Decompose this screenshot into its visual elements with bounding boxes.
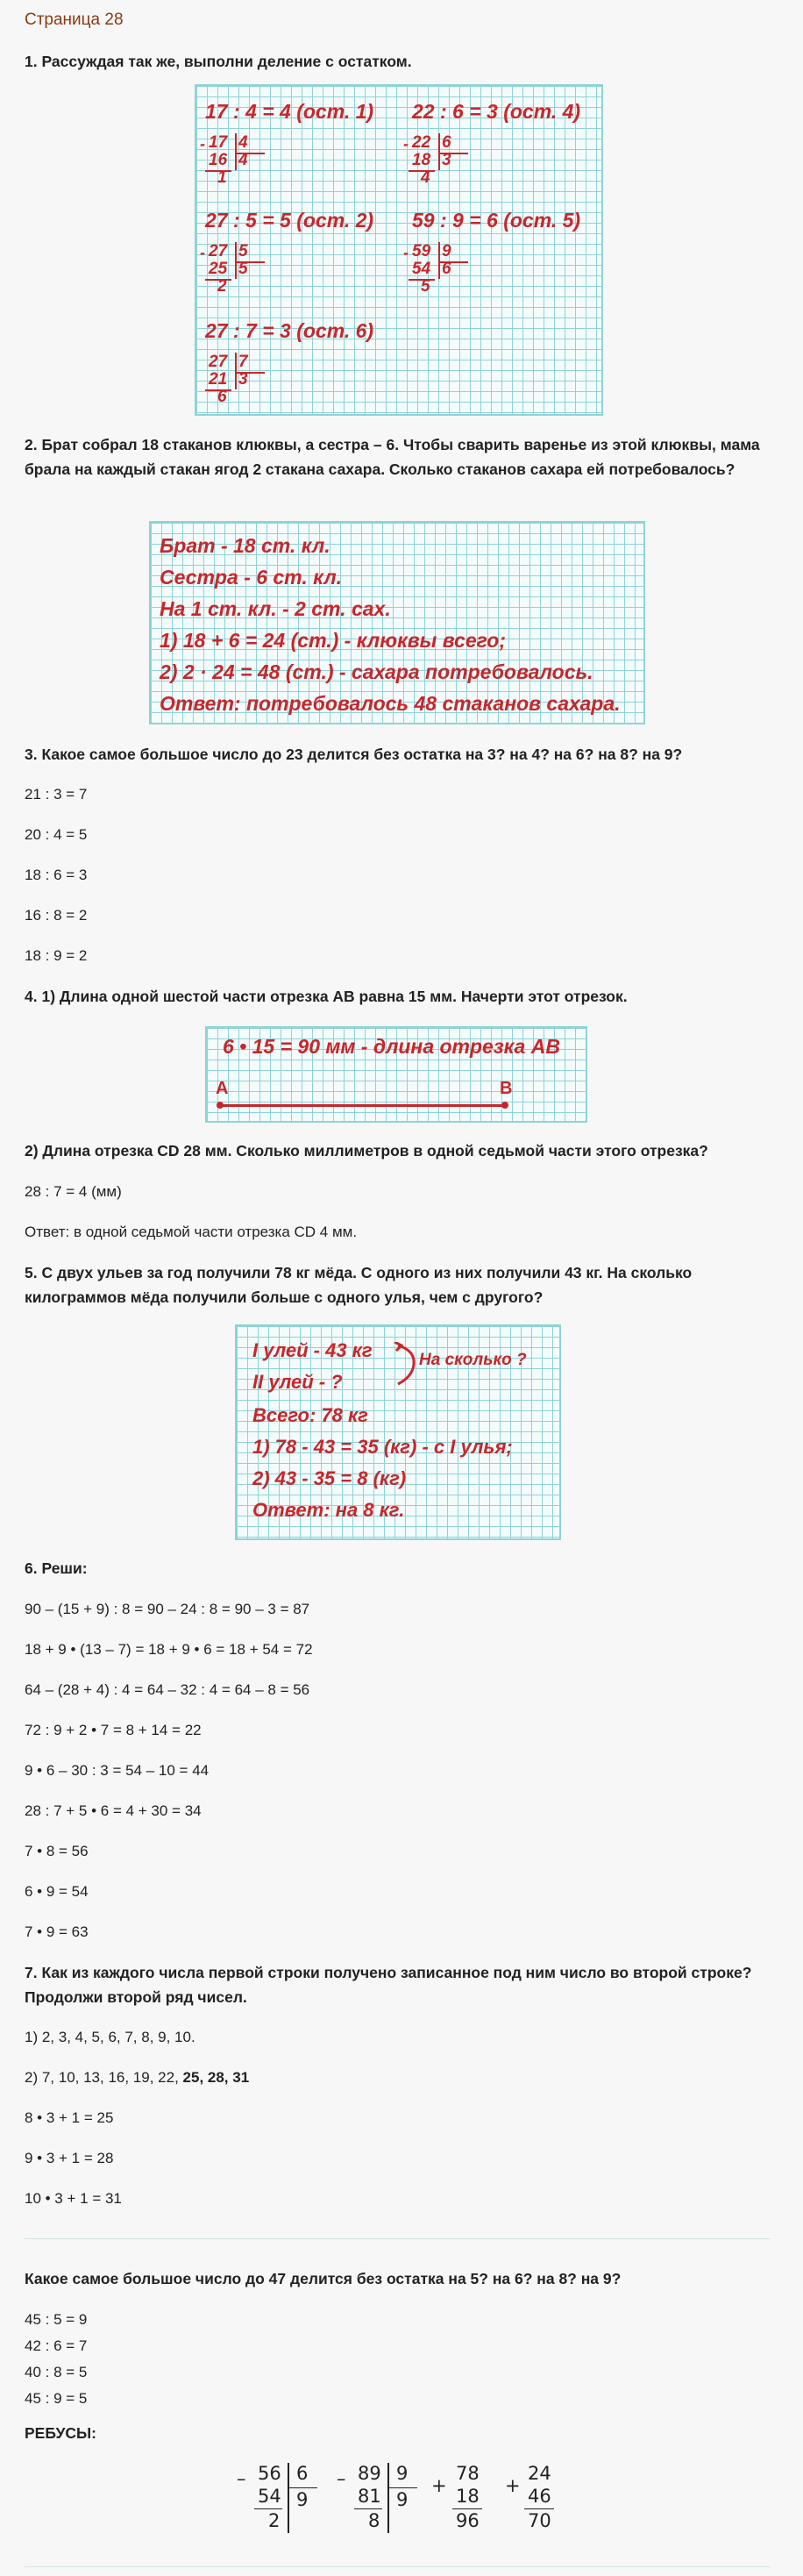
task-6-line-8: 6 • 9 = 54	[25, 1883, 89, 1900]
point-b-label: B	[500, 1079, 513, 1098]
div1-quot: 4	[238, 151, 248, 169]
task-3-answer-2: 20 : 4 = 5	[25, 826, 88, 843]
task-3-answer-3: 18 : 6 = 3	[25, 867, 88, 883]
task-6-line-1: 90 – (15 + 9) : 8 = 90 – 24 : 8 = 90 – 3 = 87	[25, 1601, 310, 1617]
rebus-4-result: 70	[528, 2510, 551, 2531]
task-5-line-2: II улей - ?	[252, 1371, 343, 1393]
task-4-answer-eq: 28 : 7 = 4 (мм)	[25, 1183, 122, 1200]
rebus-1-sub: 54	[258, 2486, 281, 2507]
task-5-line-5: 2) 43 - 35 = 8 (кг)	[252, 1467, 407, 1489]
task-2-text: 2. Брат собрал 18 стаканов клюквы, а сестра – 6. Чтобы сварить варенье из этой клюквы, мама брала на каждый стакан ягод 2 стакана сахара. Сколько стаканов сахара ей потребовалось?	[25, 436, 760, 478]
task-2-line-2: Сестра - 6 ст. кл.	[160, 566, 343, 589]
eq-1: 17 : 4 = 4 (ост. 1)	[205, 100, 374, 123]
div1-rem: 1	[217, 168, 227, 187]
extra-line-1: 45 : 5 = 9	[25, 2311, 88, 2328]
task-4-answer: Ответ: в одной седьмой части отрезка CD 4 мм.	[25, 1224, 358, 1240]
rebus-2-rem: 8	[368, 2510, 380, 2531]
div4-quot: 6	[442, 260, 451, 278]
rebus-1-quot: 9	[296, 2489, 309, 2510]
div5-rem: 6	[217, 388, 227, 406]
task-2-line-5: 2) 2 · 24 = 48 (ст.) - сахара потребовалось.	[160, 660, 593, 683]
task-5-answer: Ответ: на 8 кг.	[252, 1499, 405, 1521]
rebus-1-rem: 2	[268, 2510, 281, 2531]
task-7-row-1: 1) 2, 3, 4, 5, 6, 7, 8, 9, 10.	[25, 2029, 195, 2045]
div4-dividend: 59	[412, 242, 431, 260]
div2-dividend: 22	[412, 133, 431, 152]
task-6-line-9: 7 • 9 = 63	[25, 1923, 89, 1940]
div4-divisor: 9	[442, 242, 451, 260]
task-5-line-1: I улей - 43 кг	[252, 1339, 373, 1361]
rebus-title: РЕБУСЫ:	[25, 2424, 96, 2442]
div4-rem: 5	[421, 277, 430, 296]
div3-quot: 5	[238, 260, 248, 278]
rebus-1-dividend: 56	[258, 2463, 281, 2484]
point-a-label: A	[216, 1079, 229, 1098]
extra-text: Какое самое большое число до 47 делится без остатка на 5? на 6? на 8? на 9?	[25, 2270, 622, 2287]
task-7-row-2-continuation: 25, 28, 31	[182, 2069, 250, 2086]
task-6-line-5: 9 • 6 – 30 : 3 = 54 – 10 = 44	[25, 1762, 210, 1779]
task-5-text: 5. С двух ульев за год получили 78 кг мёда. С одного из них получили 43 кг. На сколько килограммов мёда получили больше с одного улья, чем с другого?	[25, 1264, 693, 1306]
rebus-2-quot: 9	[396, 2489, 409, 2510]
task-6-line-2: 18 + 9 • (13 – 7) = 18 + 9 • 6 = 18 + 54 = 72	[25, 1641, 313, 1658]
task-2-answer: Ответ: потребовалось 48 стаканов сахара.	[160, 692, 621, 715]
divider	[25, 2238, 770, 2239]
task-1-figure: 17 : 4 = 4 (ост. 1) 22 : 6 = 3 (ост. 4) - 17 4 16 4 1 - 22 6 18 3 4 27 : 5 = 5 (ост. 2) 59 : 9 = 6 (ост. 5) - 27 5 25 5 2 - 59 9 54 6 5 27 : 7 = 3 (ост. 6) 27 7 21 3 6	[195, 84, 603, 416]
div4-sub: 54	[412, 260, 431, 278]
rebus-4-top: 24	[528, 2463, 551, 2484]
point-a	[217, 1102, 224, 1109]
task-7-line-2: 9 • 3 + 1 = 28	[25, 2150, 114, 2166]
task-3-answer-4: 16 : 8 = 2	[25, 907, 88, 924]
div3-divisor: 5	[238, 242, 248, 260]
task-5-line-4: 1) 78 - 43 = 35 (кг) - с I улья;	[252, 1436, 513, 1458]
bottom-divider	[25, 2566, 770, 2567]
extra-line-2: 42 : 6 = 7	[25, 2337, 88, 2354]
eq-2: 22 : 6 = 3 (ост. 4)	[412, 100, 581, 123]
task-5-figure	[235, 1324, 561, 1540]
task-3-answer-5: 18 : 9 = 2	[25, 947, 88, 964]
div1-sub: 16	[209, 151, 228, 169]
task-2-line-4: 1) 18 + 6 = 24 (ст.) - клюквы всего;	[160, 629, 507, 652]
eq-5: 27 : 7 = 3 (ост. 6)	[205, 319, 374, 342]
rebus-area: – 56 54 2 6 9 – 89 81 8 9 9 + 78 18 96 + 24 46 70	[233, 2463, 566, 2551]
task-6-line-3: 64 – (28 + 4) : 4 = 64 – 32 : 4 = 64 – 8 = 56	[25, 1681, 310, 1698]
task-7-line-1: 8 • 3 + 1 = 25	[25, 2109, 114, 2126]
task-6-line-6: 28 : 7 + 5 • 6 = 4 + 30 = 34	[25, 1802, 202, 1819]
div5-quot: 3	[238, 370, 248, 389]
div5-dividend: 27	[209, 353, 228, 371]
task-4-text-1: 4. 1) Длина одной шестой части отрезка АВ равна 15 мм. Начерти этот отрезок.	[25, 988, 628, 1005]
task-2-line-3: На 1 ст. кл. - 2 ст. сах.	[160, 597, 391, 620]
div1-dividend: 17	[209, 133, 228, 152]
div5-divisor: 7	[238, 353, 248, 371]
task-5-note: На сколько ?	[419, 1351, 527, 1369]
div1-divisor: 4	[238, 133, 248, 152]
eq-3: 27 : 5 = 5 (ост. 2)	[205, 209, 374, 232]
task-4-eq: 6 • 15 = 90 мм - длина отрезка АВ	[223, 1035, 560, 1058]
rebus-2-dividend: 89	[358, 2463, 381, 2484]
task-4-figure	[205, 1026, 587, 1123]
task-2-figure	[149, 521, 645, 724]
task-7-text: 7. Как из каждого числа первой строки получено записанное под ним число во второй строке? Продолжи второй ряд чисел.	[25, 1964, 752, 2006]
rebus-4-mid: 46	[528, 2486, 551, 2507]
extra-line-3: 40 : 8 = 5	[25, 2364, 88, 2380]
point-b	[501, 1102, 508, 1109]
task-6-line-7: 7 • 8 = 56	[25, 1843, 89, 1859]
div5-sub: 21	[209, 370, 228, 389]
rebus-2-sub: 81	[358, 2486, 381, 2507]
task-7-line-3: 10 • 3 + 1 = 31	[25, 2190, 122, 2207]
brace-arrow-icon	[393, 1342, 423, 1389]
rebus-2-divisor: 9	[396, 2463, 409, 2484]
div3-dividend: 27	[209, 242, 228, 260]
task-1-text: 1. Рассуждая так же, выполни деление с остатком.	[25, 53, 412, 70]
div3-rem: 2	[217, 277, 227, 296]
div2-quot: 3	[442, 151, 451, 169]
task-7-row-2: 2) 7, 10, 13, 16, 19, 22, 25, 28, 31	[25, 2069, 250, 2086]
task-2-line-1: Брат - 18 ст. кл.	[160, 534, 330, 557]
rebus-3-result: 96	[456, 2510, 480, 2531]
eq-4: 59 : 9 = 6 (ост. 5)	[412, 209, 581, 232]
task-4-text-2: 2) Длина отрезка CD 28 мм. Сколько миллиметров в одной седьмой части этого отрезка?	[25, 1142, 708, 1160]
task-6-text: 6. Реши:	[25, 1559, 88, 1577]
rebus-1-divisor: 6	[296, 2463, 309, 2484]
div3-sub: 25	[209, 260, 228, 278]
task-6-line-4: 72 : 9 + 2 • 7 = 8 + 14 = 22	[25, 1722, 202, 1738]
div2-divisor: 6	[442, 133, 451, 152]
div2-sub: 18	[412, 151, 431, 169]
rebus-3-mid: 18	[456, 2486, 480, 2507]
task-3-text: 3. Какое самое большое число до 23 делится без остатка на 3? на 4? на 6? на 8? на 9?	[25, 746, 683, 763]
segment-ab	[219, 1104, 505, 1107]
div2-rem: 4	[421, 168, 430, 187]
extra-line-4: 45 : 9 = 5	[25, 2390, 88, 2407]
page-title: Страница 28	[25, 11, 124, 29]
rebus-3-top: 78	[456, 2463, 480, 2484]
task-3-answer-1: 21 : 3 = 7	[25, 786, 88, 803]
task-5-line-3: Всего: 78 кг	[252, 1404, 368, 1426]
